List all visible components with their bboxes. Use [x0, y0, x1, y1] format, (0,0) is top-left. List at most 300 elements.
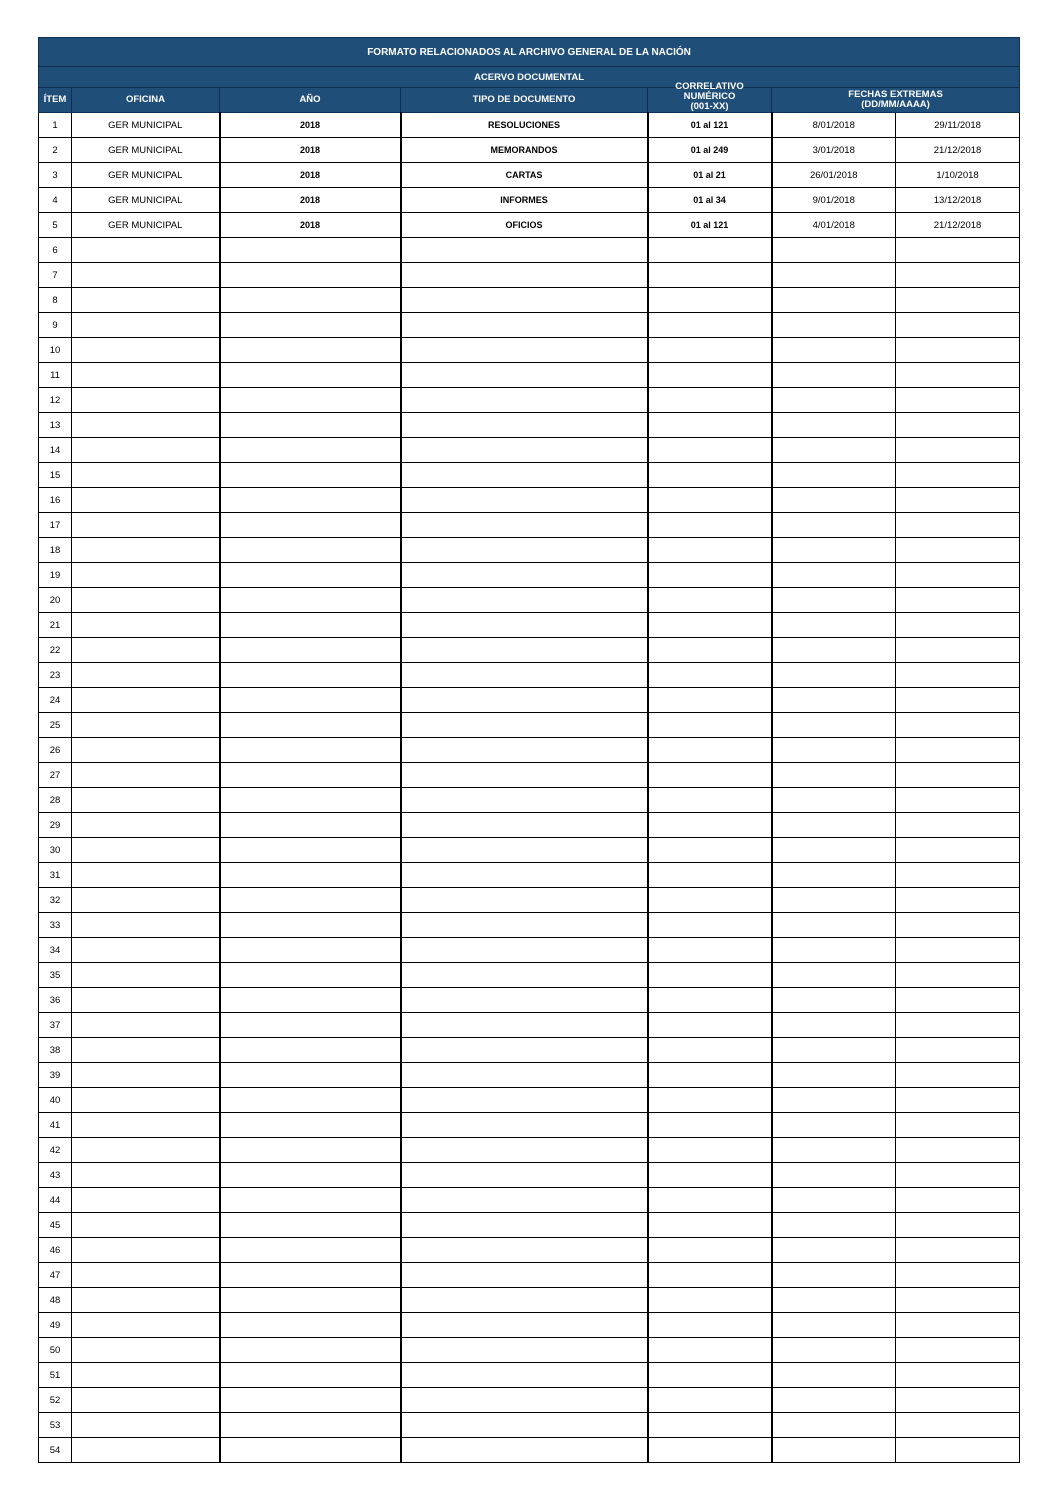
cell-anio[interactable]	[220, 988, 401, 1013]
cell-fecha-fin[interactable]	[896, 638, 1020, 663]
cell-anio[interactable]	[220, 1263, 401, 1288]
cell-item[interactable]: 37	[39, 1013, 72, 1038]
cell-anio[interactable]	[220, 438, 401, 463]
cell-correlativo[interactable]	[648, 763, 772, 788]
cell-fecha-fin[interactable]	[896, 1063, 1020, 1088]
cell-oficina[interactable]	[72, 1338, 220, 1363]
cell-fecha-inicio[interactable]	[772, 1363, 896, 1388]
cell-oficina[interactable]	[72, 1188, 220, 1213]
cell-correlativo[interactable]	[648, 988, 772, 1013]
cell-anio[interactable]: 2018	[220, 138, 401, 163]
cell-anio[interactable]	[220, 838, 401, 863]
cell-correlativo[interactable]	[648, 663, 772, 688]
cell-oficina[interactable]	[72, 613, 220, 638]
cell-item[interactable]: 40	[39, 1088, 72, 1113]
cell-fecha-inicio[interactable]	[772, 888, 896, 913]
cell-oficina[interactable]	[72, 763, 220, 788]
cell-fecha-inicio[interactable]	[772, 1013, 896, 1038]
cell-item[interactable]: 33	[39, 913, 72, 938]
cell-correlativo[interactable]	[648, 413, 772, 438]
cell-fecha-fin[interactable]	[896, 1413, 1020, 1438]
cell-item[interactable]: 21	[39, 613, 72, 638]
cell-fecha-inicio[interactable]	[772, 663, 896, 688]
cell-item[interactable]: 24	[39, 688, 72, 713]
cell-tipo-documento[interactable]	[401, 1238, 648, 1263]
cell-correlativo[interactable]	[648, 888, 772, 913]
cell-item[interactable]: 23	[39, 663, 72, 688]
cell-fecha-fin[interactable]	[896, 1013, 1020, 1038]
cell-fecha-fin[interactable]	[896, 1263, 1020, 1288]
cell-fecha-fin[interactable]	[896, 988, 1020, 1013]
cell-fecha-fin[interactable]	[896, 463, 1020, 488]
cell-correlativo[interactable]	[648, 463, 772, 488]
cell-tipo-documento[interactable]	[401, 1138, 648, 1163]
cell-oficina[interactable]	[72, 688, 220, 713]
cell-fecha-fin[interactable]	[896, 538, 1020, 563]
cell-anio[interactable]	[220, 1363, 401, 1388]
cell-anio[interactable]	[220, 1013, 401, 1038]
cell-fecha-fin[interactable]	[896, 1138, 1020, 1163]
cell-oficina[interactable]: GER MUNICIPAL	[72, 138, 220, 163]
cell-fecha-inicio[interactable]	[772, 863, 896, 888]
cell-correlativo[interactable]	[648, 288, 772, 313]
cell-anio[interactable]	[220, 313, 401, 338]
cell-tipo-documento[interactable]	[401, 438, 648, 463]
cell-correlativo[interactable]	[648, 738, 772, 763]
cell-tipo-documento[interactable]	[401, 1063, 648, 1088]
cell-fecha-inicio[interactable]	[772, 1313, 896, 1338]
cell-item[interactable]: 4	[39, 188, 72, 213]
cell-anio[interactable]	[220, 813, 401, 838]
cell-oficina[interactable]	[72, 1263, 220, 1288]
cell-fecha-fin[interactable]	[896, 713, 1020, 738]
cell-fecha-inicio[interactable]	[772, 938, 896, 963]
cell-anio[interactable]	[220, 1188, 401, 1213]
cell-correlativo[interactable]	[648, 488, 772, 513]
cell-oficina[interactable]	[72, 438, 220, 463]
cell-item[interactable]: 47	[39, 1263, 72, 1288]
cell-fecha-inicio[interactable]	[772, 1413, 896, 1438]
cell-anio[interactable]	[220, 1088, 401, 1113]
cell-anio[interactable]	[220, 238, 401, 263]
cell-fecha-inicio[interactable]	[772, 738, 896, 763]
cell-oficina[interactable]: GER MUNICIPAL	[72, 163, 220, 188]
cell-oficina[interactable]	[72, 413, 220, 438]
cell-correlativo[interactable]: 01 al 121	[648, 113, 772, 138]
cell-anio[interactable]	[220, 1063, 401, 1088]
cell-item[interactable]: 7	[39, 263, 72, 288]
cell-oficina[interactable]	[72, 788, 220, 813]
cell-tipo-documento[interactable]	[401, 1288, 648, 1313]
cell-item[interactable]: 2	[39, 138, 72, 163]
cell-correlativo[interactable]	[648, 338, 772, 363]
cell-oficina[interactable]	[72, 813, 220, 838]
cell-anio[interactable]	[220, 563, 401, 588]
cell-tipo-documento[interactable]	[401, 1388, 648, 1413]
cell-anio[interactable]	[220, 288, 401, 313]
cell-oficina[interactable]	[72, 1138, 220, 1163]
cell-correlativo[interactable]	[648, 513, 772, 538]
cell-oficina[interactable]	[72, 463, 220, 488]
cell-item[interactable]: 48	[39, 1288, 72, 1313]
cell-anio[interactable]: 2018	[220, 213, 401, 238]
cell-oficina[interactable]	[72, 263, 220, 288]
cell-fecha-inicio[interactable]	[772, 338, 896, 363]
cell-correlativo[interactable]: 01 al 21	[648, 163, 772, 188]
cell-oficina[interactable]	[72, 563, 220, 588]
cell-fecha-fin[interactable]	[896, 238, 1020, 263]
cell-tipo-documento[interactable]	[401, 538, 648, 563]
cell-correlativo[interactable]	[648, 1188, 772, 1213]
cell-tipo-documento[interactable]	[401, 363, 648, 388]
cell-anio[interactable]	[220, 738, 401, 763]
cell-fecha-inicio[interactable]: 3/01/2018	[772, 138, 896, 163]
cell-tipo-documento[interactable]	[401, 713, 648, 738]
cell-anio[interactable]	[220, 1413, 401, 1438]
cell-item[interactable]: 52	[39, 1388, 72, 1413]
cell-fecha-inicio[interactable]	[772, 463, 896, 488]
cell-fecha-inicio[interactable]	[772, 288, 896, 313]
cell-anio[interactable]	[220, 638, 401, 663]
cell-fecha-fin[interactable]: 21/12/2018	[896, 213, 1020, 238]
cell-item[interactable]: 54	[39, 1438, 72, 1463]
cell-fecha-inicio[interactable]	[772, 363, 896, 388]
cell-tipo-documento[interactable]	[401, 1263, 648, 1288]
cell-fecha-fin[interactable]	[896, 813, 1020, 838]
cell-tipo-documento[interactable]: RESOLUCIONES	[401, 113, 648, 138]
cell-tipo-documento[interactable]	[401, 563, 648, 588]
cell-tipo-documento[interactable]: INFORMES	[401, 188, 648, 213]
cell-item[interactable]: 53	[39, 1413, 72, 1438]
cell-fecha-fin[interactable]	[896, 1213, 1020, 1238]
cell-correlativo[interactable]	[648, 788, 772, 813]
cell-correlativo[interactable]	[648, 913, 772, 938]
cell-item[interactable]: 10	[39, 338, 72, 363]
cell-fecha-inicio[interactable]	[772, 988, 896, 1013]
cell-fecha-fin[interactable]: 29/11/2018	[896, 113, 1020, 138]
cell-correlativo[interactable]	[648, 1288, 772, 1313]
cell-tipo-documento[interactable]	[401, 513, 648, 538]
cell-anio[interactable]: 2018	[220, 188, 401, 213]
cell-oficina[interactable]	[72, 1013, 220, 1038]
cell-oficina[interactable]	[72, 1288, 220, 1313]
cell-correlativo[interactable]	[648, 1088, 772, 1113]
cell-correlativo[interactable]: 01 al 249	[648, 138, 772, 163]
cell-correlativo[interactable]	[648, 238, 772, 263]
cell-tipo-documento[interactable]	[401, 1413, 648, 1438]
cell-tipo-documento[interactable]	[401, 488, 648, 513]
cell-item[interactable]: 27	[39, 763, 72, 788]
cell-oficina[interactable]	[72, 513, 220, 538]
cell-oficina[interactable]	[72, 1113, 220, 1138]
cell-item[interactable]: 29	[39, 813, 72, 838]
cell-fecha-fin[interactable]	[896, 563, 1020, 588]
cell-correlativo[interactable]	[648, 938, 772, 963]
cell-correlativo[interactable]	[648, 1013, 772, 1038]
cell-anio[interactable]: 2018	[220, 113, 401, 138]
cell-correlativo[interactable]	[648, 713, 772, 738]
cell-anio[interactable]	[220, 363, 401, 388]
cell-fecha-fin[interactable]	[896, 1088, 1020, 1113]
cell-tipo-documento[interactable]	[401, 1013, 648, 1038]
cell-tipo-documento[interactable]	[401, 463, 648, 488]
cell-anio[interactable]	[220, 588, 401, 613]
cell-oficina[interactable]	[72, 663, 220, 688]
cell-tipo-documento[interactable]	[401, 313, 648, 338]
cell-item[interactable]: 12	[39, 388, 72, 413]
cell-tipo-documento[interactable]	[401, 388, 648, 413]
cell-correlativo[interactable]	[648, 1063, 772, 1088]
cell-anio[interactable]	[220, 538, 401, 563]
cell-tipo-documento[interactable]	[401, 588, 648, 613]
cell-fecha-inicio[interactable]	[772, 538, 896, 563]
cell-fecha-fin[interactable]	[896, 288, 1020, 313]
cell-oficina[interactable]	[72, 963, 220, 988]
cell-anio[interactable]	[220, 888, 401, 913]
cell-item[interactable]: 14	[39, 438, 72, 463]
cell-oficina[interactable]	[72, 838, 220, 863]
cell-tipo-documento[interactable]	[401, 1038, 648, 1063]
cell-correlativo[interactable]	[648, 688, 772, 713]
cell-tipo-documento[interactable]	[401, 863, 648, 888]
cell-item[interactable]: 26	[39, 738, 72, 763]
cell-oficina[interactable]	[72, 313, 220, 338]
cell-oficina[interactable]	[72, 913, 220, 938]
cell-fecha-inicio[interactable]	[772, 488, 896, 513]
cell-tipo-documento[interactable]	[401, 738, 648, 763]
cell-tipo-documento[interactable]	[401, 663, 648, 688]
cell-item[interactable]: 16	[39, 488, 72, 513]
cell-fecha-inicio[interactable]	[772, 1238, 896, 1263]
cell-tipo-documento[interactable]	[401, 638, 648, 663]
cell-fecha-fin[interactable]	[896, 763, 1020, 788]
cell-anio[interactable]	[220, 688, 401, 713]
cell-item[interactable]: 17	[39, 513, 72, 538]
cell-fecha-inicio[interactable]	[772, 688, 896, 713]
cell-fecha-inicio[interactable]	[772, 638, 896, 663]
cell-oficina[interactable]	[72, 1038, 220, 1063]
cell-correlativo[interactable]	[648, 1138, 772, 1163]
cell-correlativo[interactable]	[648, 313, 772, 338]
cell-fecha-fin[interactable]	[896, 663, 1020, 688]
cell-fecha-fin[interactable]: 1/10/2018	[896, 163, 1020, 188]
cell-correlativo[interactable]: 01 al 121	[648, 213, 772, 238]
cell-oficina[interactable]	[72, 538, 220, 563]
cell-anio[interactable]	[220, 863, 401, 888]
cell-item[interactable]: 32	[39, 888, 72, 913]
cell-fecha-fin[interactable]	[896, 1388, 1020, 1413]
cell-tipo-documento[interactable]	[401, 888, 648, 913]
cell-anio[interactable]	[220, 938, 401, 963]
cell-anio[interactable]	[220, 338, 401, 363]
cell-anio[interactable]	[220, 1113, 401, 1138]
cell-anio[interactable]	[220, 713, 401, 738]
cell-correlativo[interactable]	[648, 963, 772, 988]
cell-fecha-inicio[interactable]	[772, 238, 896, 263]
cell-fecha-fin[interactable]	[896, 688, 1020, 713]
cell-tipo-documento[interactable]	[401, 938, 648, 963]
cell-fecha-inicio[interactable]	[772, 563, 896, 588]
cell-item[interactable]: 35	[39, 963, 72, 988]
cell-fecha-inicio[interactable]	[772, 388, 896, 413]
cell-correlativo[interactable]	[648, 1313, 772, 1338]
cell-tipo-documento[interactable]	[401, 1188, 648, 1213]
cell-tipo-documento[interactable]	[401, 288, 648, 313]
cell-fecha-inicio[interactable]	[772, 1338, 896, 1363]
cell-tipo-documento[interactable]	[401, 1363, 648, 1388]
cell-oficina[interactable]	[72, 1388, 220, 1413]
cell-item[interactable]: 45	[39, 1213, 72, 1238]
cell-item[interactable]: 18	[39, 538, 72, 563]
cell-fecha-inicio[interactable]	[772, 963, 896, 988]
cell-tipo-documento[interactable]	[401, 1213, 648, 1238]
cell-fecha-fin[interactable]	[896, 963, 1020, 988]
cell-fecha-inicio[interactable]	[772, 1263, 896, 1288]
cell-oficina[interactable]	[72, 338, 220, 363]
cell-correlativo[interactable]	[648, 363, 772, 388]
cell-correlativo[interactable]	[648, 1038, 772, 1063]
cell-correlativo[interactable]	[648, 1113, 772, 1138]
cell-fecha-fin[interactable]	[896, 338, 1020, 363]
cell-correlativo[interactable]	[648, 1213, 772, 1238]
cell-tipo-documento[interactable]	[401, 1438, 648, 1463]
cell-item[interactable]: 8	[39, 288, 72, 313]
cell-oficina[interactable]	[72, 1413, 220, 1438]
cell-fecha-inicio[interactable]	[772, 1163, 896, 1188]
cell-tipo-documento[interactable]	[401, 1313, 648, 1338]
cell-anio[interactable]	[220, 463, 401, 488]
cell-fecha-fin[interactable]	[896, 1338, 1020, 1363]
cell-fecha-fin[interactable]	[896, 1288, 1020, 1313]
cell-fecha-inicio[interactable]	[772, 788, 896, 813]
cell-fecha-fin[interactable]	[896, 488, 1020, 513]
cell-anio[interactable]	[220, 488, 401, 513]
cell-tipo-documento[interactable]: MEMORANDOS	[401, 138, 648, 163]
cell-oficina[interactable]: GER MUNICIPAL	[72, 113, 220, 138]
cell-correlativo[interactable]	[648, 563, 772, 588]
cell-fecha-fin[interactable]	[896, 313, 1020, 338]
cell-oficina[interactable]	[72, 1063, 220, 1088]
cell-correlativo[interactable]	[648, 638, 772, 663]
cell-fecha-fin[interactable]	[896, 1188, 1020, 1213]
cell-fecha-inicio[interactable]	[772, 1438, 896, 1463]
cell-item[interactable]: 9	[39, 313, 72, 338]
cell-tipo-documento[interactable]	[401, 1088, 648, 1113]
cell-oficina[interactable]	[72, 863, 220, 888]
cell-fecha-fin[interactable]	[896, 1038, 1020, 1063]
cell-fecha-fin[interactable]	[896, 438, 1020, 463]
cell-tipo-documento[interactable]	[401, 338, 648, 363]
cell-oficina[interactable]	[72, 238, 220, 263]
cell-fecha-fin[interactable]	[896, 1163, 1020, 1188]
cell-item[interactable]: 30	[39, 838, 72, 863]
cell-fecha-inicio[interactable]	[772, 438, 896, 463]
cell-fecha-fin[interactable]	[896, 513, 1020, 538]
cell-oficina[interactable]	[72, 988, 220, 1013]
cell-anio[interactable]	[220, 613, 401, 638]
cell-item[interactable]: 46	[39, 1238, 72, 1263]
cell-anio[interactable]	[220, 663, 401, 688]
cell-anio[interactable]	[220, 913, 401, 938]
cell-fecha-fin[interactable]	[896, 1313, 1020, 1338]
cell-item[interactable]: 38	[39, 1038, 72, 1063]
cell-item[interactable]: 20	[39, 588, 72, 613]
cell-anio[interactable]	[220, 1338, 401, 1363]
cell-oficina[interactable]	[72, 1363, 220, 1388]
cell-item[interactable]: 34	[39, 938, 72, 963]
cell-fecha-inicio[interactable]	[772, 588, 896, 613]
cell-fecha-inicio[interactable]	[772, 913, 896, 938]
cell-item[interactable]: 22	[39, 638, 72, 663]
cell-tipo-documento[interactable]	[401, 413, 648, 438]
cell-correlativo[interactable]: 01 al 34	[648, 188, 772, 213]
cell-anio[interactable]	[220, 1288, 401, 1313]
cell-oficina[interactable]	[72, 888, 220, 913]
cell-fecha-inicio[interactable]	[772, 513, 896, 538]
cell-tipo-documento[interactable]	[401, 788, 648, 813]
cell-tipo-documento[interactable]	[401, 913, 648, 938]
cell-fecha-inicio[interactable]	[772, 763, 896, 788]
cell-item[interactable]: 44	[39, 1188, 72, 1213]
cell-correlativo[interactable]	[648, 813, 772, 838]
cell-fecha-inicio[interactable]	[772, 1063, 896, 1088]
cell-correlativo[interactable]	[648, 263, 772, 288]
cell-item[interactable]: 3	[39, 163, 72, 188]
cell-fecha-fin[interactable]	[896, 738, 1020, 763]
cell-fecha-inicio[interactable]	[772, 1038, 896, 1063]
cell-oficina[interactable]	[72, 638, 220, 663]
cell-item[interactable]: 31	[39, 863, 72, 888]
cell-fecha-inicio[interactable]	[772, 613, 896, 638]
cell-fecha-fin[interactable]	[896, 913, 1020, 938]
cell-oficina[interactable]	[72, 1438, 220, 1463]
cell-correlativo[interactable]	[648, 1163, 772, 1188]
cell-fecha-fin[interactable]	[896, 588, 1020, 613]
cell-fecha-inicio[interactable]: 8/01/2018	[772, 113, 896, 138]
cell-fecha-fin[interactable]	[896, 413, 1020, 438]
cell-correlativo[interactable]	[648, 1238, 772, 1263]
cell-oficina[interactable]	[72, 713, 220, 738]
cell-fecha-inicio[interactable]	[772, 263, 896, 288]
cell-fecha-fin[interactable]	[896, 888, 1020, 913]
cell-correlativo[interactable]	[648, 1388, 772, 1413]
cell-correlativo[interactable]	[648, 538, 772, 563]
cell-correlativo[interactable]	[648, 613, 772, 638]
cell-anio[interactable]	[220, 963, 401, 988]
cell-tipo-documento[interactable]: CARTAS	[401, 163, 648, 188]
cell-item[interactable]: 50	[39, 1338, 72, 1363]
cell-oficina[interactable]	[72, 938, 220, 963]
cell-fecha-inicio[interactable]	[772, 838, 896, 863]
cell-tipo-documento[interactable]	[401, 988, 648, 1013]
cell-fecha-inicio[interactable]	[772, 813, 896, 838]
cell-fecha-inicio[interactable]: 4/01/2018	[772, 213, 896, 238]
cell-anio[interactable]	[220, 413, 401, 438]
cell-correlativo[interactable]	[648, 1413, 772, 1438]
cell-fecha-fin[interactable]	[896, 788, 1020, 813]
cell-oficina[interactable]	[72, 388, 220, 413]
cell-item[interactable]: 13	[39, 413, 72, 438]
cell-fecha-inicio[interactable]	[772, 1288, 896, 1313]
cell-oficina[interactable]	[72, 363, 220, 388]
cell-correlativo[interactable]	[648, 388, 772, 413]
cell-fecha-inicio[interactable]	[772, 1138, 896, 1163]
cell-fecha-inicio[interactable]	[772, 1213, 896, 1238]
cell-tipo-documento[interactable]: OFICIOS	[401, 213, 648, 238]
cell-anio[interactable]	[220, 1438, 401, 1463]
cell-oficina[interactable]	[72, 738, 220, 763]
cell-tipo-documento[interactable]	[401, 688, 648, 713]
